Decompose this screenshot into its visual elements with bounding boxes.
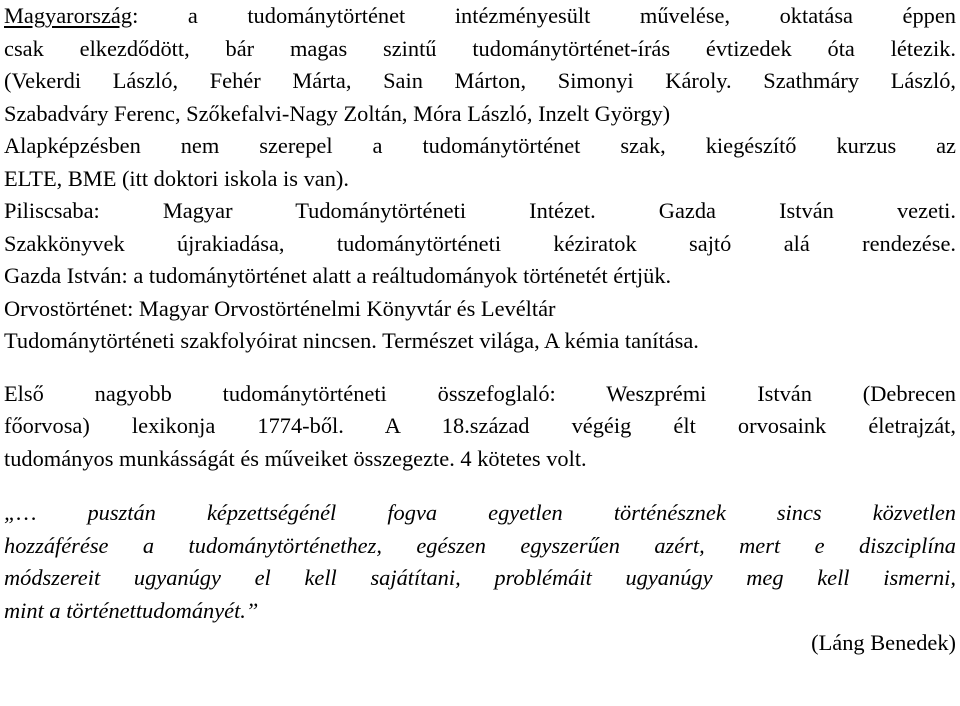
paragraph-spacer — [4, 475, 956, 497]
paragraph-education-line-1: Alapképzésben nem szerepel a tudománytörténet szak, kiegészítő kurzus az — [4, 133, 956, 158]
paragraph-medicine-line-2: Tudománytörténeti szakfolyóirat nincsen. Természet világa, A kémia tanítása. — [4, 328, 699, 353]
quote-line-4: mint a történettudományét.” — [4, 597, 259, 623]
paragraph-spacer — [4, 358, 956, 378]
paragraph-hungary-line-4: Szabadváry Ferenc, Szőkefalvi-Nagy Zoltán, Móra László, Inzelt György) — [4, 100, 671, 126]
quote-line-1: „… pusztán képzettségénél fogva egyetlen történésznek sincs közvetlen — [4, 500, 956, 525]
paragraph-text: : a tudománytörténet intézményesült művelése, oktatása éppen — [132, 3, 956, 28]
paragraph-hungary-line-2: csak elkezdődött, bár magas szintű tudománytörténet-írás évtizedek óta létezik. — [4, 35, 956, 61]
paragraph-piliscsaba-line-2: Szakkönyvek újrakiadása, tudománytörténeti kéziratok sajtó alá rendezése. — [4, 230, 956, 256]
paragraph-weszpremi-line-3: tudományos munkásságát és műveiket összegezte. 4 kötetes volt. — [4, 445, 587, 471]
paragraph-education-line-2: ELTE, BME (itt doktori iskola is van). — [4, 165, 349, 191]
hungary-link[interactable]: Magyarország — [4, 3, 133, 28]
paragraph-weszpremi-line-2: főorvosa) lexikonja 1774-ből. A 18.század végéig élt orvosaink életrajzát, — [4, 413, 956, 438]
paragraph-medicine-line-1: Orvostörténet: Magyar Orvostörténelmi Könyvtár és Levéltár — [4, 295, 556, 321]
quote-line-2: hozzáférése a tudománytörténethez, egészen egyszerűen azért, mert e diszciplína — [4, 532, 956, 558]
paragraph-weszpremi-line-1: Első nagyobb tudománytörténeti összefoglaló: Weszprémi István (Debrecen — [4, 380, 956, 406]
paragraph-piliscsaba-line-1: Piliscsaba: Magyar Tudománytörténeti Intézet. Gazda István vezeti. — [4, 198, 956, 223]
quote-line-3: módszereit ugyanúgy el kell sajátítani, problémáit ugyanúgy meg kell ismerni, — [4, 565, 956, 590]
quote-attribution: (Láng Benedek) — [811, 630, 956, 655]
paragraph-piliscsaba-line-3: Gazda István: a tudománytörténet alatt a reáltudományok történetét értjük. — [4, 263, 672, 288]
paragraph-hungary-line-3: (Vekerdi László, Fehér Márta, Sain Márton, Simonyi Károly. Szathmáry László, — [4, 68, 956, 93]
paragraph-hungary-line-1 — [4, 0, 956, 33]
